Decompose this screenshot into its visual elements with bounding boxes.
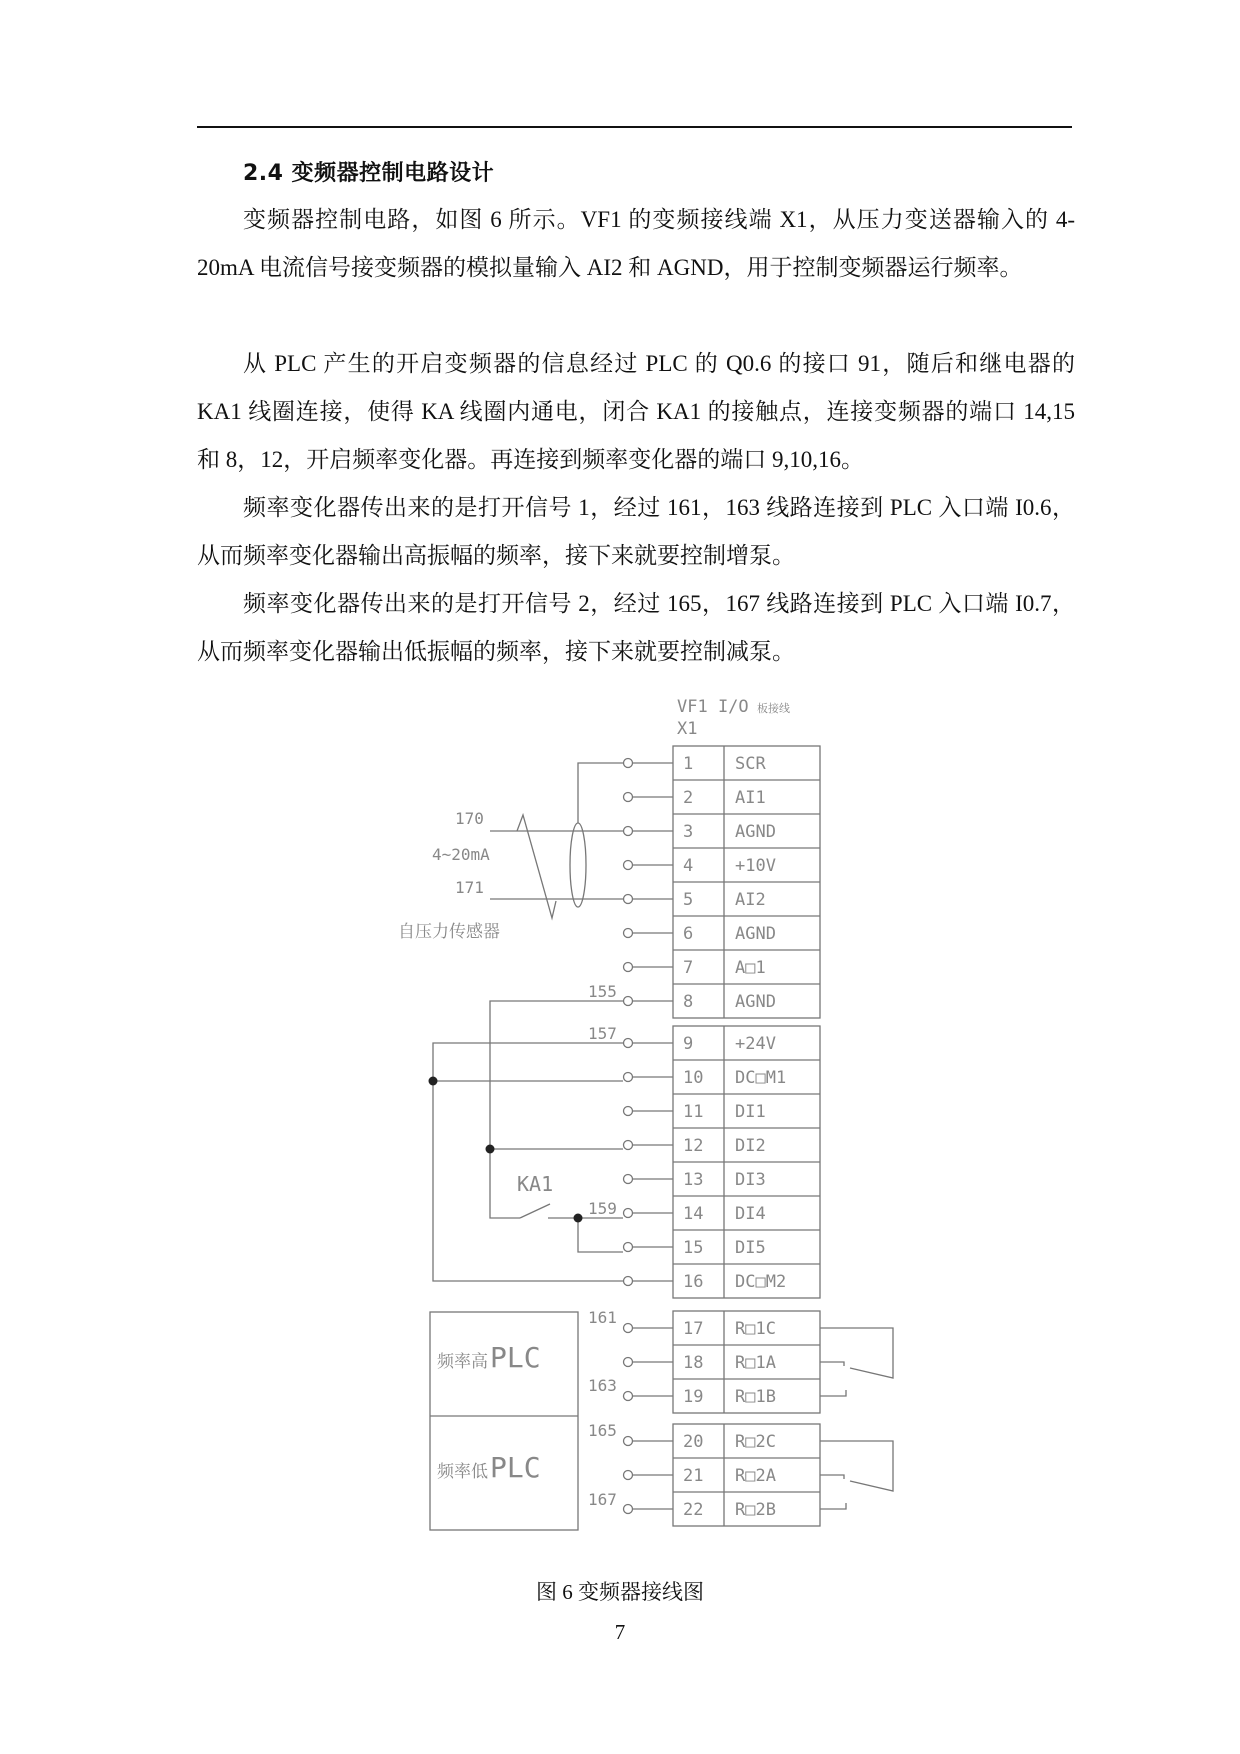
paragraph-text: 变频器控制电路，如图 6 所示。VF1 的变频接线端 X1，从压力变送器输入的 4-20mA 电流信号接变频器的模拟量输入 AI2 和 AGND，用于控制变频器运行频率。: [197, 207, 1075, 280]
svg-text:AGND: AGND: [735, 924, 776, 944]
figure-subtitle: X1: [677, 719, 698, 739]
svg-text:2: 2: [683, 788, 694, 808]
svg-text:3: 3: [683, 822, 694, 842]
plc-suffix: PLC: [490, 1341, 541, 1374]
svg-text:12: 12: [683, 1136, 704, 1156]
junction-dot: [574, 1214, 583, 1223]
svg-text:22: 22: [683, 1500, 704, 1520]
svg-text:R□1B: R□1B: [735, 1387, 776, 1407]
svg-text:5: 5: [683, 890, 694, 910]
svg-text:DI4: DI4: [735, 1204, 766, 1224]
svg-text:R□2C: R□2C: [735, 1432, 776, 1452]
wire-label-163: 163: [588, 1376, 617, 1395]
signal-label: 4~20mA: [432, 845, 490, 864]
svg-text:AGND: AGND: [735, 992, 776, 1012]
relay-label-ka1: KA1: [517, 1172, 554, 1196]
svg-text:R□1C: R□1C: [735, 1319, 776, 1339]
wire-label-165: 165: [588, 1421, 617, 1440]
sensor-label: 自压力传感器: [398, 922, 500, 942]
wire-label-170: 170: [455, 809, 484, 828]
plc-high-label: 频率高: [437, 1352, 488, 1372]
svg-text:19: 19: [683, 1387, 704, 1407]
junction-dot: [429, 1077, 438, 1086]
plc-suffix: PLC: [490, 1451, 541, 1484]
svg-text:AGND: AGND: [735, 822, 776, 842]
figure-title-suffix: 板接线: [757, 702, 790, 715]
figure-caption: 图 6 变频器接线图: [536, 1580, 704, 1604]
svg-text:17: 17: [683, 1319, 704, 1339]
svg-text:AI2: AI2: [735, 890, 766, 910]
svg-text:DI3: DI3: [735, 1170, 766, 1190]
wire-label-157: 157: [588, 1024, 617, 1043]
wire-label-171: 171: [455, 878, 484, 897]
svg-text:18: 18: [683, 1353, 704, 1373]
svg-text:AI1: AI1: [735, 788, 766, 808]
svg-text:DI2: DI2: [735, 1136, 766, 1156]
paragraph-text: 从 PLC 产生的开启变频器的信息经过 PLC 的 Q0.6 的接口 91，随后和继电器的 KA1 线圈连接，使得 KA 线圈内通电，闭合 KA1 的接触点，连接变频器的端口 14,15 和 8，12，开启频率变化器。再连接到频率变化器的端口 9,10,16。: [197, 351, 1075, 472]
svg-text:4: 4: [683, 856, 694, 876]
plc-low-label: 频率低: [437, 1462, 488, 1482]
section-heading: 2.4 变频器控制电路设计: [243, 161, 495, 186]
svg-text:1: 1: [683, 754, 694, 774]
svg-text:R□2B: R□2B: [735, 1500, 776, 1520]
figure-title: VF1 I/O: [677, 697, 749, 717]
svg-text:11: 11: [683, 1102, 704, 1122]
wire-label-159: 159: [588, 1199, 617, 1218]
page-number: 7: [614, 1620, 626, 1644]
wire-label-167: 167: [588, 1490, 617, 1509]
svg-text:DC□M2: DC□M2: [735, 1272, 787, 1292]
svg-text:14: 14: [683, 1204, 704, 1224]
svg-text:6: 6: [683, 924, 694, 944]
terminal-table: [683, 754, 786, 1520]
svg-text:DI1: DI1: [735, 1102, 766, 1122]
junction-dot: [486, 1145, 495, 1154]
svg-text:15: 15: [683, 1238, 704, 1258]
svg-text:SCR: SCR: [735, 754, 766, 774]
paragraph-text: 频率变化器传出来的是打开信号 2，经过 165，167 线路连接到 PLC 入口端 I0.7，从而频率变化器输出低振幅的频率，接下来就要控制减泵。: [197, 591, 1075, 664]
svg-text:+10V: +10V: [735, 856, 776, 876]
svg-text:+24V: +24V: [735, 1034, 776, 1054]
svg-text:R□1A: R□1A: [735, 1353, 776, 1373]
svg-text:20: 20: [683, 1432, 704, 1452]
svg-text:13: 13: [683, 1170, 704, 1190]
svg-text:DC□M1: DC□M1: [735, 1068, 787, 1088]
wire-label-161: 161: [588, 1308, 617, 1327]
svg-text:10: 10: [683, 1068, 704, 1088]
svg-text:A□1: A□1: [735, 958, 766, 978]
svg-text:9: 9: [683, 1034, 694, 1054]
svg-text:7: 7: [683, 958, 694, 978]
svg-text:21: 21: [683, 1466, 704, 1486]
svg-text:8: 8: [683, 992, 694, 1012]
svg-text:R□2A: R□2A: [735, 1466, 776, 1486]
paragraph-text: 频率变化器传出来的是打开信号 1，经过 161，163 线路连接到 PLC 入口端 I0.6，从而频率变化器输出高振幅的频率，接下来就要控制增泵。: [197, 495, 1075, 568]
svg-text:DI5: DI5: [735, 1238, 766, 1258]
wire-label-155: 155: [588, 982, 617, 1001]
svg-text:16: 16: [683, 1272, 704, 1292]
